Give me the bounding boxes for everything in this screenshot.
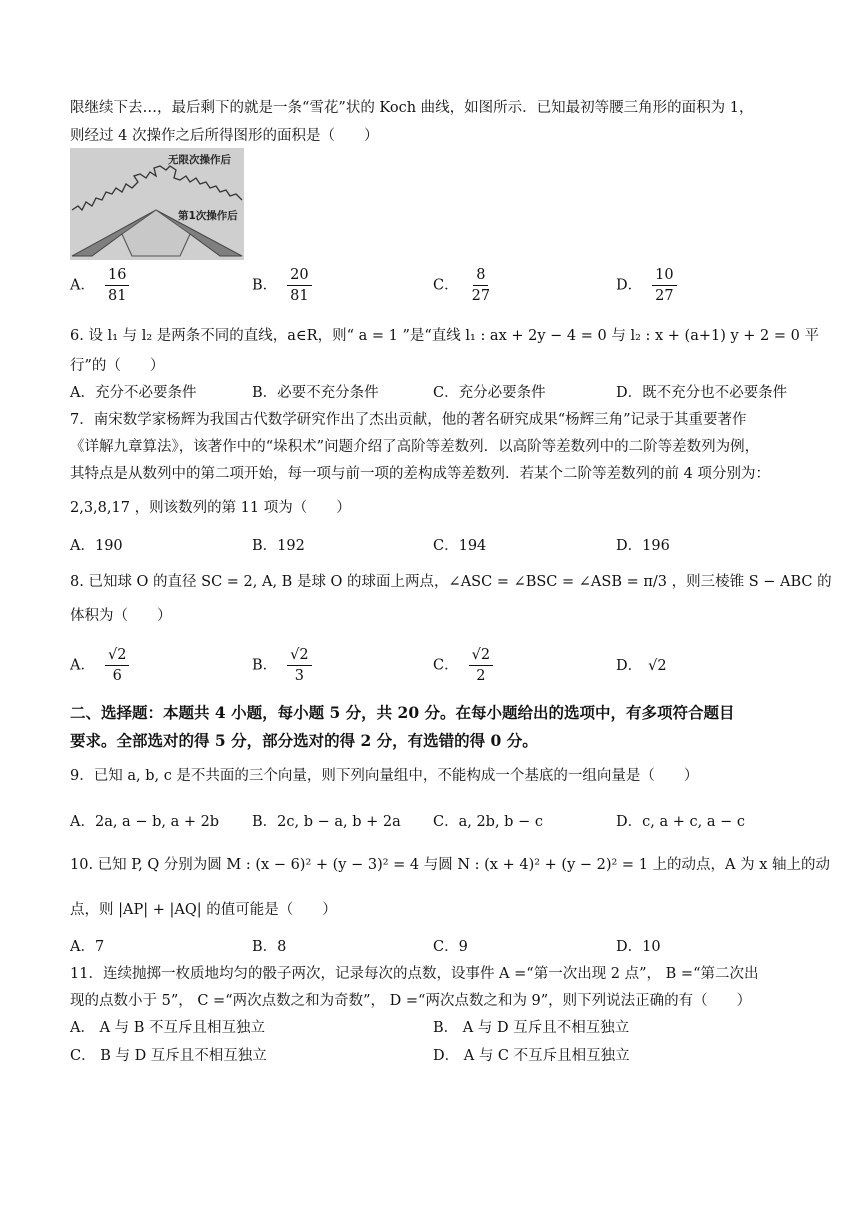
q7-line-3: 其特点是从数列中的第二项开始，每一项与前一项的差构成等差数列．若某个二阶等差数列的前 4 项分别为： (70, 466, 770, 482)
q8-line-1: 8. 已知球 O 的直径 SC = 2, A, B 是球 O 的球面上两点，∠ASC = ∠BSC = ∠ASB = π/3 ，则三棱锥 S − ABC 的 (70, 574, 832, 590)
q7-line-4: 2,3,8,17 ，则该数列的第 11 项为（ ） (70, 500, 351, 516)
q7-option-a: A．190 (70, 538, 123, 554)
q8-option-b: B． $\frac{√2}{3}$ (252, 646, 312, 685)
q7-line-2: 《详解九章算法》，该著作中的“垛积术”问题介绍了高阶等差数列．以高阶等差数列中的二阶等差数列为例， (70, 439, 760, 455)
q6-option-a: A．充分不必要条件 (70, 385, 197, 401)
q11-option-d: D． A 与 C 不互斥且相互独立 (433, 1048, 630, 1064)
q9-line-1: 9．已知 a, b, c 是不共面的三个向量，则下列向量组中，不能构成一个基底的一组向量是（ ） (70, 768, 699, 784)
q10-option-d: D．10 (616, 939, 661, 955)
q10-option-c: C．9 (433, 939, 468, 955)
q7-option-c: C．194 (433, 538, 487, 554)
q9-option-b: B．2c, b − a, b + 2a (252, 814, 401, 830)
q9-option-a: A．2a, a − b, a + 2b (70, 814, 220, 830)
q11-option-c: C． B 与 D 互斥且不相互独立 (70, 1048, 267, 1064)
q11-line-1: 11．连续抛掷一枚质地均匀的骰子两次，记录每次的点数，设事件 A =“第一次出现 2 点”， B =“第二次出 (70, 966, 759, 982)
q11-option-a: A． A 与 B 不互斥且相互独立 (70, 1020, 266, 1036)
q11-option-b: B． A 与 D 互斥且不相互独立 (433, 1020, 630, 1036)
intro-line-1: 限继续下去…，最后剩下的就是一条“雪花”状的 Koch 曲线，如图所示．已知最初等腰三角形的面积为 1， (70, 100, 754, 116)
q8-option-d: D． √2 (616, 658, 667, 674)
section2-heading-line-2: 要求。全部选对的得 5 分，部分选对的得 2 分，有选错的得 0 分。 (70, 731, 538, 750)
q8-option-c: C． $\frac{√2}{2}$ (433, 646, 493, 685)
q5-option-b: B． $\frac{20}{81}$ (252, 266, 312, 305)
q10-line-1: 10. 已知 P, Q 分别为圆 M : (x − 6)² + (y − 3)² = 4 与圆 N : (x + 4)² + (y − 2)² = 1 上的动点，A 为 x 轴上的动 (70, 857, 831, 873)
q6-line-1: 6. 设 l₁ 与 l₂ 是两条不同的直线，a∈R，则“ a = 1 ”是“直线 l₁ : ax + 2y − 4 = 0 与 l₂ : x + (a+1) y + 2 = 0 平 (70, 328, 819, 344)
q9-option-c: C．a, 2b, b − c (433, 814, 543, 830)
section2-heading-line-1: 二、选择题：本题共 4 小题，每小题 5 分，共 20 分。在每小题给出的选项中，有多项符合题目 (70, 703, 735, 722)
figure-label-first: 第1次操作后 (178, 210, 238, 222)
q6-option-c: C．充分必要条件 (433, 385, 546, 401)
q11-line-2: 现的点数小于 5”， C =“两次点数之和为奇数”， D =“两次点数之和为 9”，则下列说法正确的有（ ） (70, 993, 752, 1009)
intro-line-2: 则经过 4 次操作之后所得图形的面积是（ ） (70, 128, 379, 144)
q8-option-a: A． $\frac{√2}{6}$ (70, 646, 129, 685)
q10-line-2: 点，则 |AP| + |AQ| 的值可能是（ ） (70, 902, 337, 918)
q6-option-d: D．既不充分也不必要条件 (616, 385, 788, 401)
koch-curve-figure (70, 148, 244, 260)
q5-option-a: A． $\frac{16}{81}$ (70, 266, 129, 305)
q8-line-2: 体积为（ ） (70, 608, 172, 624)
q7-option-d: D．196 (616, 538, 670, 554)
q7-option-b: B．192 (252, 538, 305, 554)
q5-option-d: D． $\frac{10}{27}$ (616, 266, 677, 305)
figure-label-infinite: 无限次操作后 (168, 154, 231, 166)
q6-line-2: 行”的（ ） (70, 358, 165, 374)
q10-option-a: A．7 (70, 939, 105, 955)
q10-option-b: B．8 (252, 939, 287, 955)
q9-option-d: D．c, a + c, a − c (616, 814, 745, 830)
q6-option-b: B．必要不充分条件 (252, 385, 379, 401)
q5-option-c: C． $\frac{8}{27}$ (433, 267, 491, 304)
q7-line-1: 7．南宋数学家杨辉为我国古代数学研究作出了杰出贡献，他的著名研究成果“杨辉三角”记录于其重要著作 (70, 412, 747, 428)
